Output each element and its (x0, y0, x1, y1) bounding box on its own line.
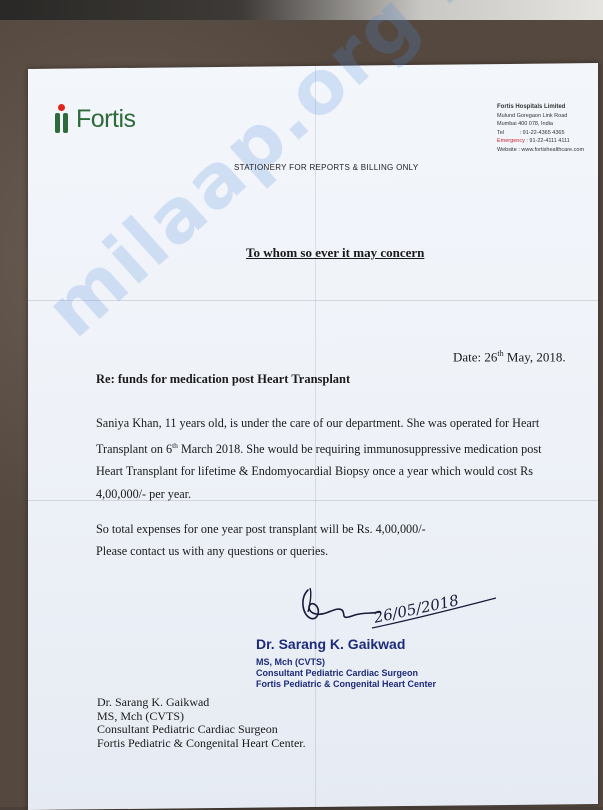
address-line: Mulund Goregaon Link Road (497, 112, 568, 119)
stamp-dept: Fortis Pediatric & Congenital Heart Center (256, 679, 437, 689)
text-segment: Transplant on 6 (96, 441, 173, 456)
typed-signature (97, 696, 306, 750)
watermark: milaap.org (30, 0, 437, 354)
stamp-title: Consultant Pediatric Cardiac Surgeon (256, 668, 419, 678)
date-sup: th (497, 349, 504, 358)
date-prefix: Date: 26 (453, 349, 498, 365)
total-paragraph (96, 518, 426, 562)
typed-name: Dr. Sarang K. Gaikwad (97, 695, 210, 709)
website-label: Website (497, 146, 517, 153)
typed-degree: MS, Mch (CVTS) (97, 708, 185, 723)
logo-text: Fortis (76, 104, 136, 133)
tel-line (497, 129, 584, 138)
website-value: : www.fortishealthcare.com (518, 146, 585, 153)
emergency-line (497, 137, 584, 146)
fortis-logo (52, 104, 136, 134)
paragraph-line: Heart Transplant for lifetime & Endomyocardial Biopsy once a year which would cost Rs (96, 464, 533, 479)
letterhead-address (497, 103, 584, 154)
date-underline (370, 596, 500, 630)
emergency-label: Emergency (497, 138, 525, 144)
date-suffix: May, 2018. (503, 349, 566, 365)
stamp-degree: MS, Mch (CVTS) (256, 657, 325, 667)
text-sup: th (172, 440, 178, 450)
emergency-value: : 91-22-4111 4111 (526, 138, 570, 144)
fortis-logo-icon (52, 104, 72, 134)
stationery-note: STATIONERY FOR REPORTS & BILLING ONLY (234, 163, 419, 172)
paragraph-line: So total expenses for one year post transplant will be Rs. 4,00,000/- (96, 522, 426, 536)
paragraph-line: 4,00,000/- per year. (96, 486, 192, 501)
website-line (497, 146, 584, 155)
letter-date (453, 349, 566, 365)
doctor-stamp (256, 636, 436, 690)
paragraph-line: Saniya Khan, 11 years old, is under the care of our department. She was operated for Heart (96, 416, 540, 430)
stamp-name: Dr. Sarang K. Gaikwad (256, 636, 406, 652)
address-line: Mumbai 400 078, India (497, 121, 553, 127)
tel-value: : 91-22-4365 4365 (519, 129, 565, 136)
typed-title: Consultant Pediatric Cardiac Surgeon (97, 722, 278, 736)
paragraph-line (96, 435, 566, 461)
body-paragraph (96, 412, 566, 505)
handwritten-date: 26/05/2018 (372, 591, 461, 627)
typed-dept: Fortis Pediatric & Congenital Heart Center. (97, 735, 306, 750)
tel-label: Tel (497, 129, 505, 136)
text-segment: March 2018. She would be requiring immunosuppressive medication post (177, 441, 542, 456)
subject-line: Re: funds for medication post Heart Transplant (96, 372, 351, 386)
paragraph-line: Please contact us with any questions or queries. (96, 544, 329, 558)
company-name: Fortis Hospitals Limited (497, 104, 566, 110)
salutation: To whom so ever it may concern (246, 245, 425, 260)
